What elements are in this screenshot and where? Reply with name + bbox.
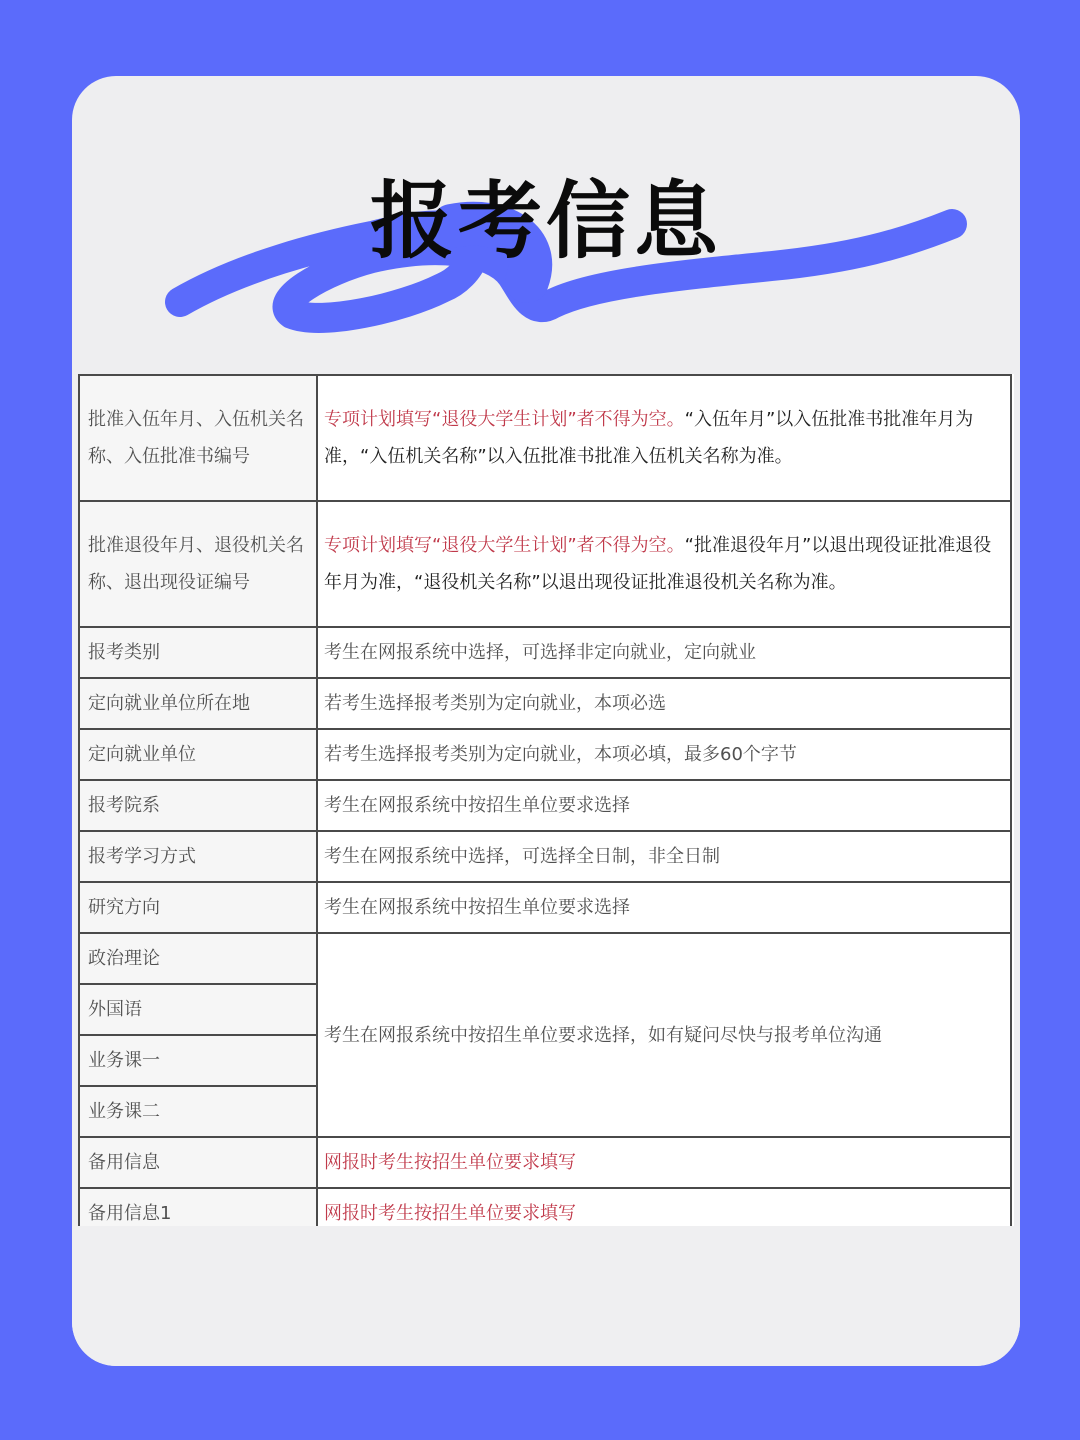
table-row [79, 729, 1011, 780]
table-row [79, 627, 1011, 678]
row-desc: 若考生选择报考类别为定向就业，本项必选 [317, 678, 1011, 729]
table-row [79, 1137, 1011, 1188]
row-label: 备用信息 [79, 1137, 317, 1188]
row-desc: 考生在网报系统中按招生单位要求选择，如有疑问尽快与报考单位沟通 [317, 933, 1011, 1137]
table-row [79, 501, 1011, 627]
row-desc [317, 375, 1011, 501]
table-row [79, 882, 1011, 933]
row-desc: 考生在网报系统中选择，可选择全日制，非全日制 [317, 831, 1011, 882]
table-row [79, 831, 1011, 882]
table-row [79, 780, 1011, 831]
table-row [79, 933, 1011, 984]
row-label: 报考学习方式 [79, 831, 317, 882]
row-desc-text: “入伍年月”以入伍批准书批准年月为准，“入伍机关名称”以入伍批准书批准入伍机关名称为准。 [324, 409, 974, 467]
row-label: 报考院系 [79, 780, 317, 831]
row-label: 批准入伍年月、入伍机关名称、入伍批准书编号 [79, 375, 317, 501]
row-desc-text: “批准退役年月”以退出现役证批准退役年月为准，“退役机关名称”以退出现役证批准退役机关名称为准。 [324, 535, 992, 593]
row-label: 报考类别 [79, 627, 317, 678]
row-desc-note: 专项计划填写“退役大学生计划”者不得为空。 [324, 535, 685, 556]
row-desc: 考生在网报系统中选择，可选择非定向就业，定向就业 [317, 627, 1011, 678]
info-table [78, 374, 1012, 1226]
table-row [79, 678, 1011, 729]
row-desc: 网报时考生按招生单位要求填写 [317, 1188, 1011, 1226]
info-card [72, 76, 1020, 1366]
row-desc: 考生在网报系统中按招生单位要求选择 [317, 780, 1011, 831]
row-label: 业务课二 [79, 1086, 317, 1137]
row-label: 研究方向 [79, 882, 317, 933]
row-desc: 网报时考生按招生单位要求填写 [317, 1137, 1011, 1188]
row-label: 定向就业单位 [79, 729, 317, 780]
row-label: 外国语 [79, 984, 317, 1035]
row-desc: 考生在网报系统中按招生单位要求选择 [317, 882, 1011, 933]
row-desc-note: 专项计划填写“退役大学生计划”者不得为空。 [324, 409, 685, 430]
page-title: 报考信息 [369, 172, 722, 270]
info-table-container [78, 374, 1014, 1226]
row-desc [317, 501, 1011, 627]
row-label: 备用信息1 [79, 1188, 317, 1226]
table-row [79, 1188, 1011, 1226]
table-row [79, 375, 1011, 501]
row-label: 批准退役年月、退役机关名称、退出现役证编号 [79, 501, 317, 627]
row-label: 定向就业单位所在地 [79, 678, 317, 729]
card-footer-area [72, 1226, 1020, 1366]
row-label: 业务课一 [79, 1035, 317, 1086]
row-desc: 若考生选择报考类别为定向就业，本项必填，最多60个字节 [317, 729, 1011, 780]
row-label: 政治理论 [79, 933, 317, 984]
